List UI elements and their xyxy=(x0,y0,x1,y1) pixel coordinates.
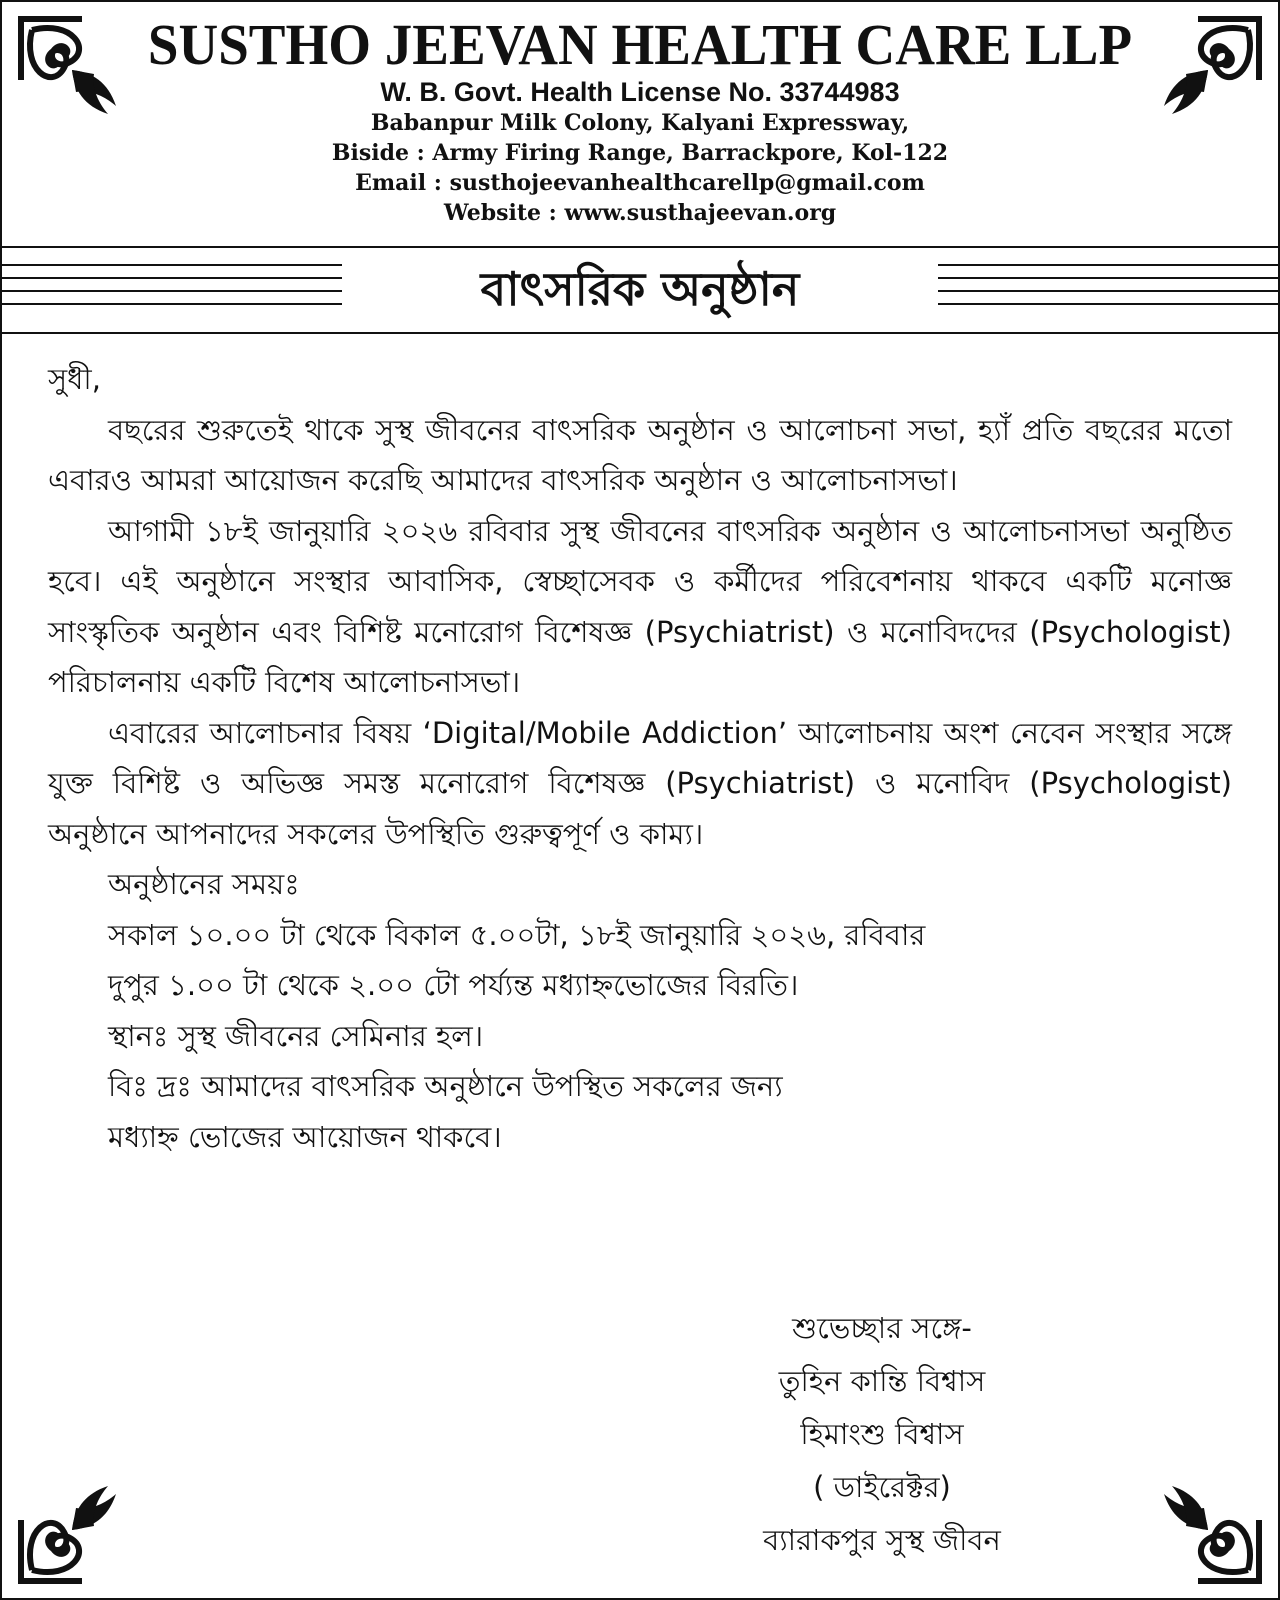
email-line: Email : susthojeevanhealthcarellp@gmail.com xyxy=(355,170,925,196)
schedule-time: সকাল ১০.০০ টা থেকে বিকাল ৫.০০টা, ১৮ই জানুয়ারি ২০২৬, রবিবার xyxy=(108,917,926,952)
website-line: Website : www.susthajeevan.org xyxy=(443,200,837,226)
notice-body xyxy=(48,354,1232,1162)
note-line-2: মধ্যাহ্ন ভোজের আয়োজন থাকবে। xyxy=(108,1119,502,1154)
paragraph-event-details: আগামী ১৮ই জানুয়ারি ২০২৬ রবিবার সুস্থ জীবনের বাৎসরিক অনুষ্ঠান ও আলোচনাসভা অনুষ্ঠিত হবে। এই অনুষ্ঠানে সংস্থার আবাসিক, স্বেচ্ছাসেবক ও কর্মীদের পরিবেশনায় থাকবে একটি মনোজ্ঞ সাংস্কৃতিক অনুষ্ঠান এবং বিশিষ্ট মনোরোগ বিশেষজ্ঞ (Psychiatrist) ও মনোবিদদের (Psychologist) পরিচালনায় একটি বিশেষ আলোচনাসভা। xyxy=(48,513,1232,699)
signatory-role: ( ডাইরেক্টর) xyxy=(813,1470,951,1504)
signatory-organization: ব্যারাকপুর সুস্থ জীবন xyxy=(763,1523,1001,1557)
venue: স্থানঃ সুস্থ জীবনের সেমিনার হল। xyxy=(108,1018,484,1053)
title-rule-right xyxy=(938,264,1278,320)
signature-greeting: শুভেচ্ছার সঙ্গে- xyxy=(792,1311,972,1345)
notice-title: বাৎসরিক অনুষ্ঠান xyxy=(480,262,800,316)
signatory-name-2: হিমাংশু বিশ্বাস xyxy=(800,1417,964,1451)
title-band xyxy=(2,248,1278,334)
note-line-1: বিঃ দ্রঃ আমাদের বাৎসরিক অনুষ্ঠানে উপস্থিত সকলের জন্য xyxy=(108,1069,783,1103)
title-rule-left xyxy=(2,264,342,320)
schedule-lunch-break: দুপুর ১.০০ টা থেকে ২.০০ টো পর্য্যন্ত মধ্যাহ্নভোজের বিরতি। xyxy=(108,968,799,1002)
paragraph-topic: এবারের আলোচনার বিষয় ‘Digital/Mobile Addiction’ আলোচনায় অংশ নেবেন সংস্থার সঙ্গে যুক্ত বিশিষ্ট ও অভিজ্ঞ সমস্ত মনোরোগ বিশেষজ্ঞ (Psychiatrist) ও মনোবিদ (Psychologist) অনুষ্ঠানে আপনাদের সকলের উপস্থিতি গুরুত্বপূর্ণ ও কাম্য। xyxy=(48,715,1232,851)
corner-ornament-icon xyxy=(12,1478,124,1590)
schedule-heading: অনুষ্ঠানের সময়ঃ xyxy=(108,867,300,901)
salutation: সুধী, xyxy=(48,362,101,396)
license-number: W. B. Govt. Health License No. 33744983 xyxy=(380,77,900,107)
corner-ornament-icon xyxy=(1156,1478,1268,1590)
schedule-block xyxy=(48,859,1232,1162)
address-line-2: Biside : Army Firing Range, Barrackpore, Kol-122 xyxy=(331,140,949,166)
signatory-name-1: তুহিন কান্তি বিশ্বাস xyxy=(778,1364,986,1398)
paragraph-intro: বছরের শুরুতেই থাকে সুস্থ জীবনের বাৎসরিক অনুষ্ঠান ও আলোচনা সভা, হ্যাঁ প্রতি বছরের মতো এবারও আমরা আয়োজন করেছি আমাদের বাৎসরিক অনুষ্ঠান ও আলোচনাসভা। xyxy=(48,412,1232,497)
company-name: SUSTHO JEEVAN HEALTH CARE LLP xyxy=(147,12,1133,77)
letterhead xyxy=(2,2,1278,248)
address-line-1: Babanpur Milk Colony, Kalyani Expressway, xyxy=(370,110,910,136)
title-divider xyxy=(2,332,1278,334)
signature-block xyxy=(702,1302,1062,1567)
